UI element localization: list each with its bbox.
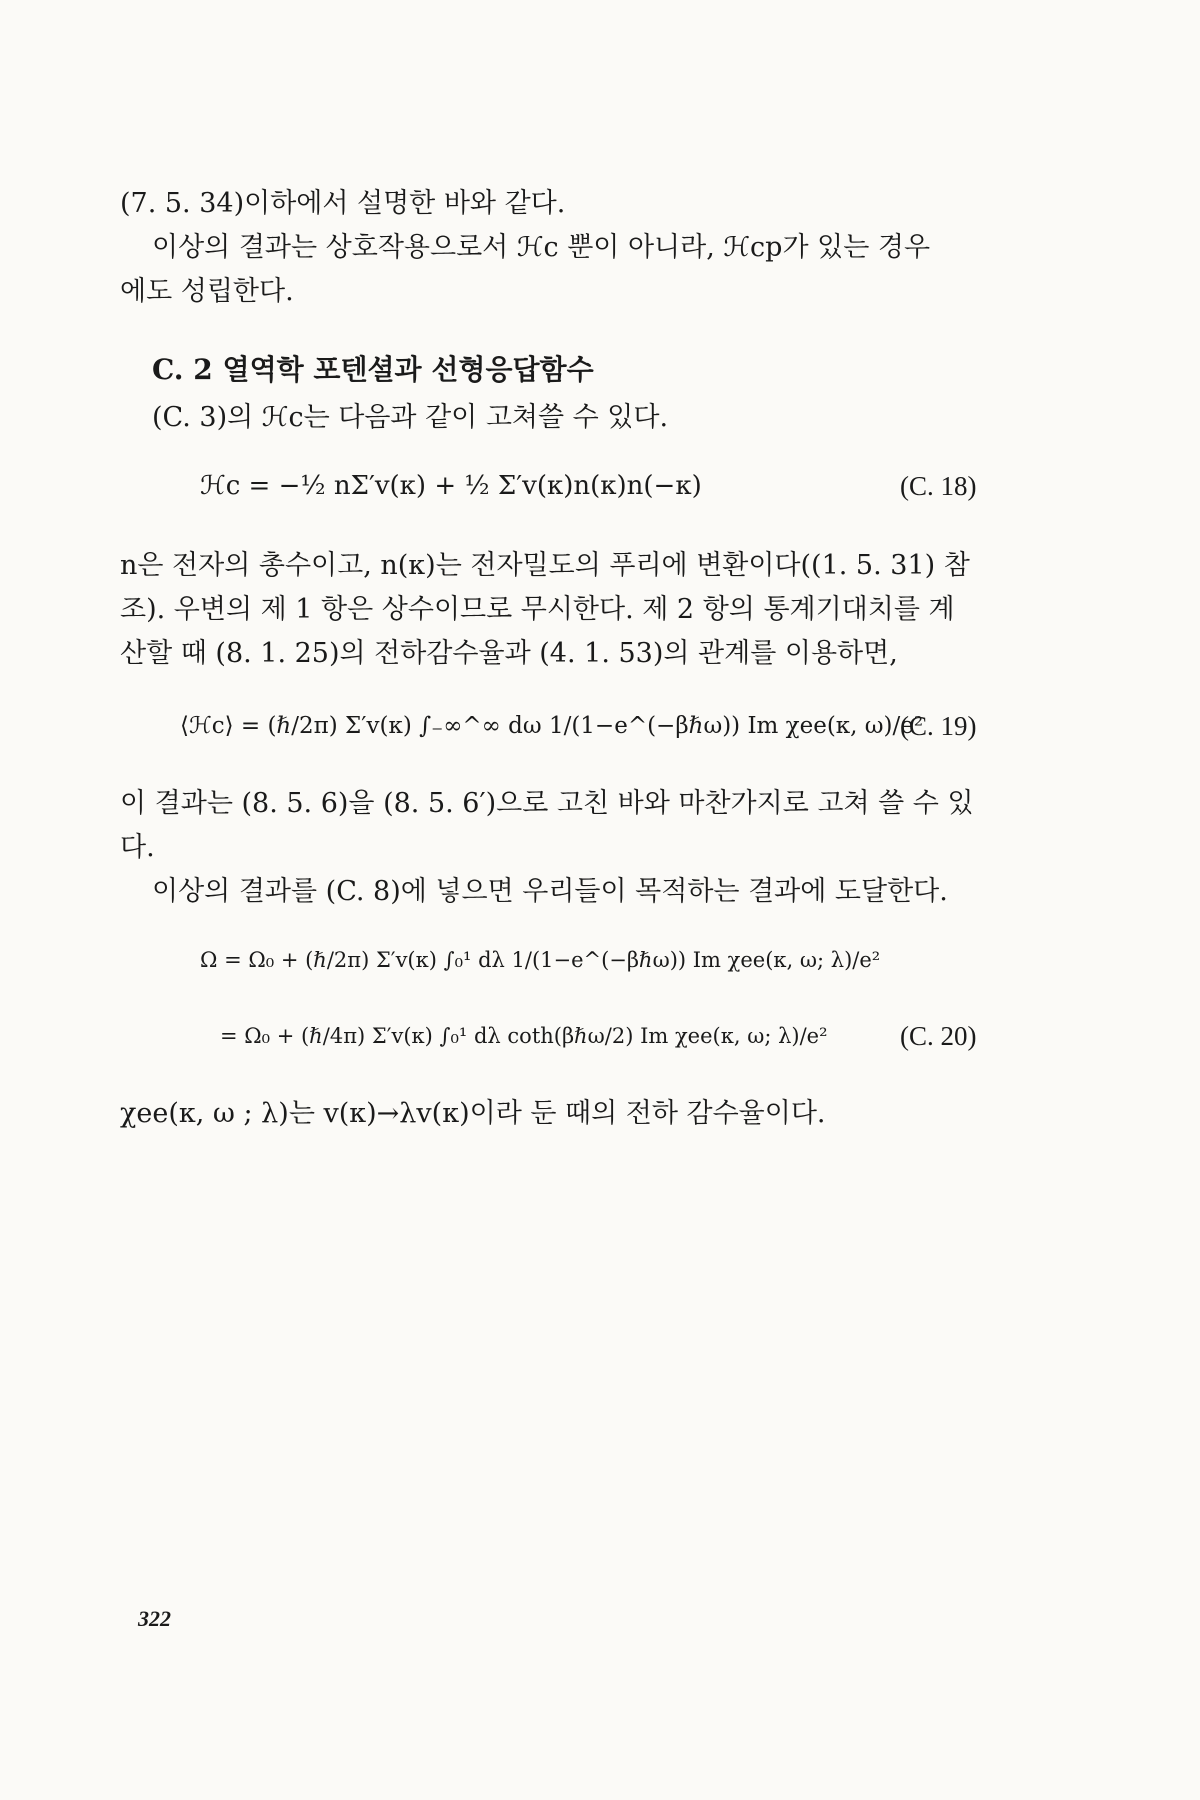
equation-number: (C. 19) xyxy=(900,711,977,741)
equation-c19: ⟨ℋc⟩ = (ℏ/2π) Σ′v(κ) ∫₋∞^∞ dω 1/(1−e^(−βℏω)) Im χee(κ, ω)/e² xyxy=(180,713,924,739)
text-line: 이상의 결과를 (C. 8)에 넣으면 우리들이 목적하는 결과에 도달한다. xyxy=(152,876,948,907)
text-line: (7. 5. 34)이하에서 설명한 바와 같다. xyxy=(120,188,566,219)
equation-c20-line-1: Ω = Ω₀ + (ℏ/2π) Σ′v(κ) ∫₀¹ dλ 1/(1−e^(−βℏω)) Im χee(κ, ω; λ)/e² xyxy=(200,948,881,972)
text-line: 이상의 결과는 상호작용으로서 ℋc 뿐이 아니라, ℋcp가 있는 경우 xyxy=(152,232,931,263)
equation-c20-line-2: = Ω₀ + (ℏ/4π) Σ′v(κ) ∫₀¹ dλ coth(βℏω/2) Im χee(κ, ω; λ)/e² xyxy=(220,1024,828,1048)
section-heading: C. 2 열역학 포텐셜과 선형응답함수 xyxy=(152,353,594,386)
text-line: 이 결과는 (8. 5. 6)을 (8. 5. 6′)으로 고친 바와 마찬가지로 고쳐 쓸 수 있 xyxy=(120,788,974,819)
equation-number: (C. 20) xyxy=(900,1021,977,1051)
text-line: 에도 성립한다. xyxy=(120,276,294,307)
text-line: 산할 때 (8. 1. 25)의 전하감수율과 (4. 1. 53)의 관계를 이용하면, xyxy=(120,638,898,669)
text-line: 다. xyxy=(120,832,155,863)
equation-number: (C. 18) xyxy=(900,471,977,501)
text-line: 조). 우변의 제 1 항은 상수이므로 무시한다. 제 2 항의 통계기대치를 계 xyxy=(120,594,955,625)
equation-c18: ℋc = −½ nΣ′v(κ) + ½ Σ′v(κ)n(κ)n(−κ) xyxy=(200,471,702,501)
text-line: n은 전자의 총수이고, n(κ)는 전자밀도의 푸리에 변환이다((1. 5. 31) 참 xyxy=(120,550,970,581)
text-line: (C. 3)의 ℋc는 다음과 같이 고쳐쓸 수 있다. xyxy=(152,402,669,433)
text-line: χee(κ, ω ; λ)는 v(κ)→λv(κ)이라 둔 때의 전하 감수율이다. xyxy=(120,1098,826,1129)
page-number: 322 xyxy=(138,1606,171,1631)
